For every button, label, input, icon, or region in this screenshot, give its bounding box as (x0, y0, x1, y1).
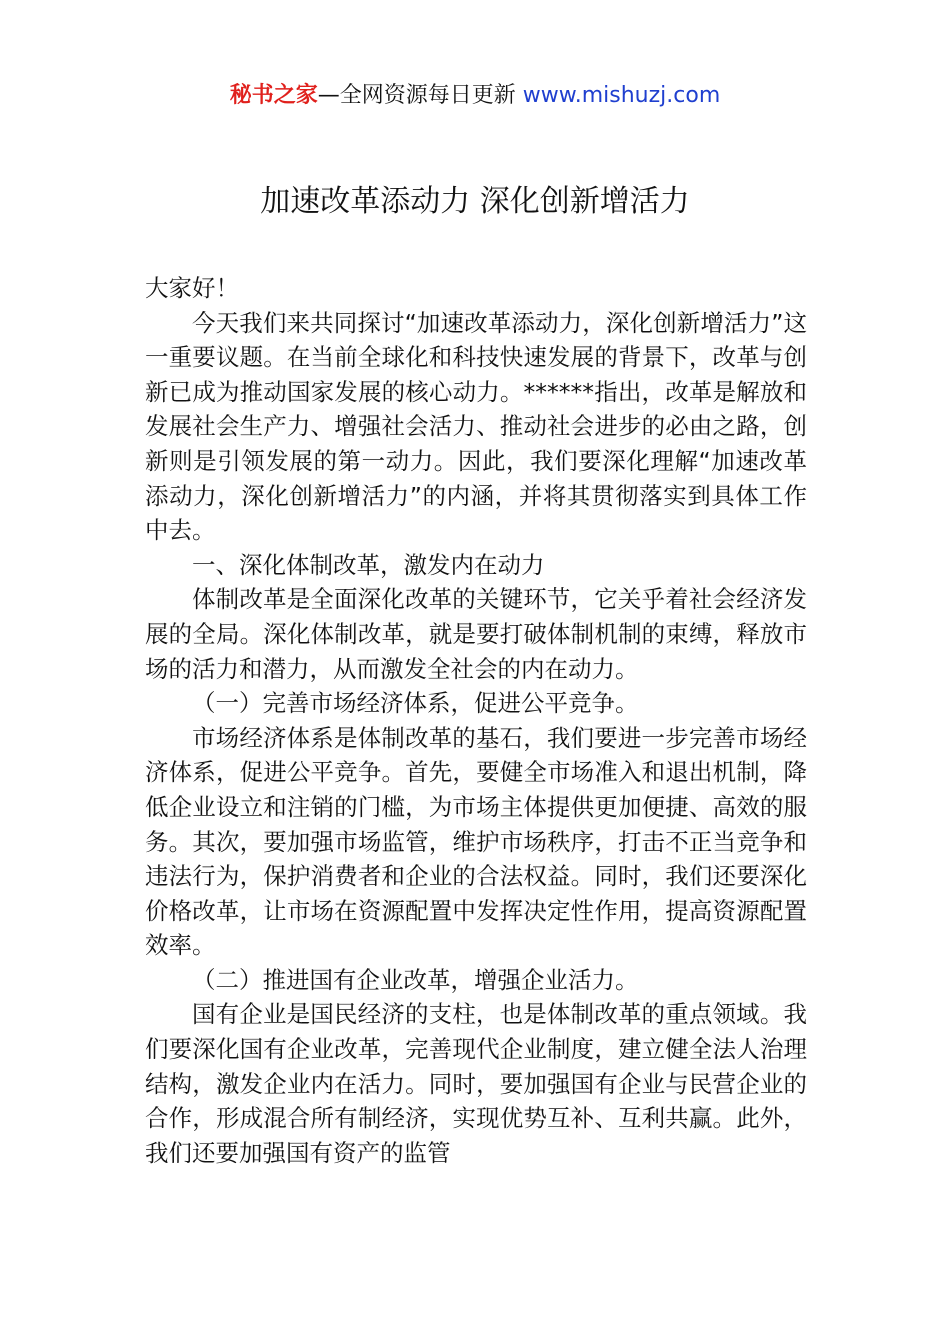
greeting: 大家好！ (145, 274, 239, 302)
section-heading: 一、深化体制改革，激发内在动力 (192, 550, 545, 579)
paragraph: 国有企业是国民经济的支柱，也是体制改革的重点领域。我们要深化国有企业改革，完善现代企业制度，建立健全法人治理结构，激发企业内在活力。同时，要加强国有企业与民营企业的合作，形成混合所有制经济，实现优势互补、互利共赢。此外，我们还要加强国有资产的监管 (145, 1000, 807, 1167)
document-body (145, 271, 807, 1170)
site-header (0, 80, 950, 112)
paragraph: 今天我们来共同探讨“加速改革添动力，深化创新增活力”这一重要议题。在当前全球化和科技快速发展的背景下，改革与创新已成为推动国家发展的核心动力。******指出，改革是解放和发展社会生产力、增强社会活力、推动社会进步的必由之路，创新则是引领发展的第一动力。因此，我们要深化理解“加速改革添动力，深化创新增活力”的内涵，并将其贯彻落实到具体工作中去。 (145, 308, 807, 545)
paragraph: 体制改革是全面深化改革的关键环节，它关乎着社会经济发展的全局。深化体制改革，就是要打破体制机制的束缚，释放市场的活力和潜力，从而激发全社会的内在动力。 (145, 585, 807, 683)
site-brand: 秘书之家 (229, 83, 318, 108)
subsection-heading: （一）完善市场经济体系，促进公平竞争。 (192, 689, 639, 718)
paragraph: 市场经济体系是体制改革的基石，我们要进一步完善市场经济体系，促进公平竞争。首先，要健全市场准入和退出机制，降低企业设立和注销的门槛，为市场主体提供更加便捷、高效的服务。其次，要加强市场监管，维护市场秩序，打击不正当竞争和违法行为，保护消费者和企业的合法权益。同时，我们还要深化价格改革，让市场在资源配置中发挥决定性作用，提高资源配置效率。 (145, 723, 807, 960)
site-url-link[interactable]: www.mishuzj.com (522, 83, 721, 108)
document-title: 加速改革添动力 深化创新增活力 (260, 184, 690, 219)
site-tagline: —全网资源每日更新 (317, 83, 523, 108)
subsection-heading: （二）推进国有企业改革，增强企业活力。 (192, 965, 639, 994)
